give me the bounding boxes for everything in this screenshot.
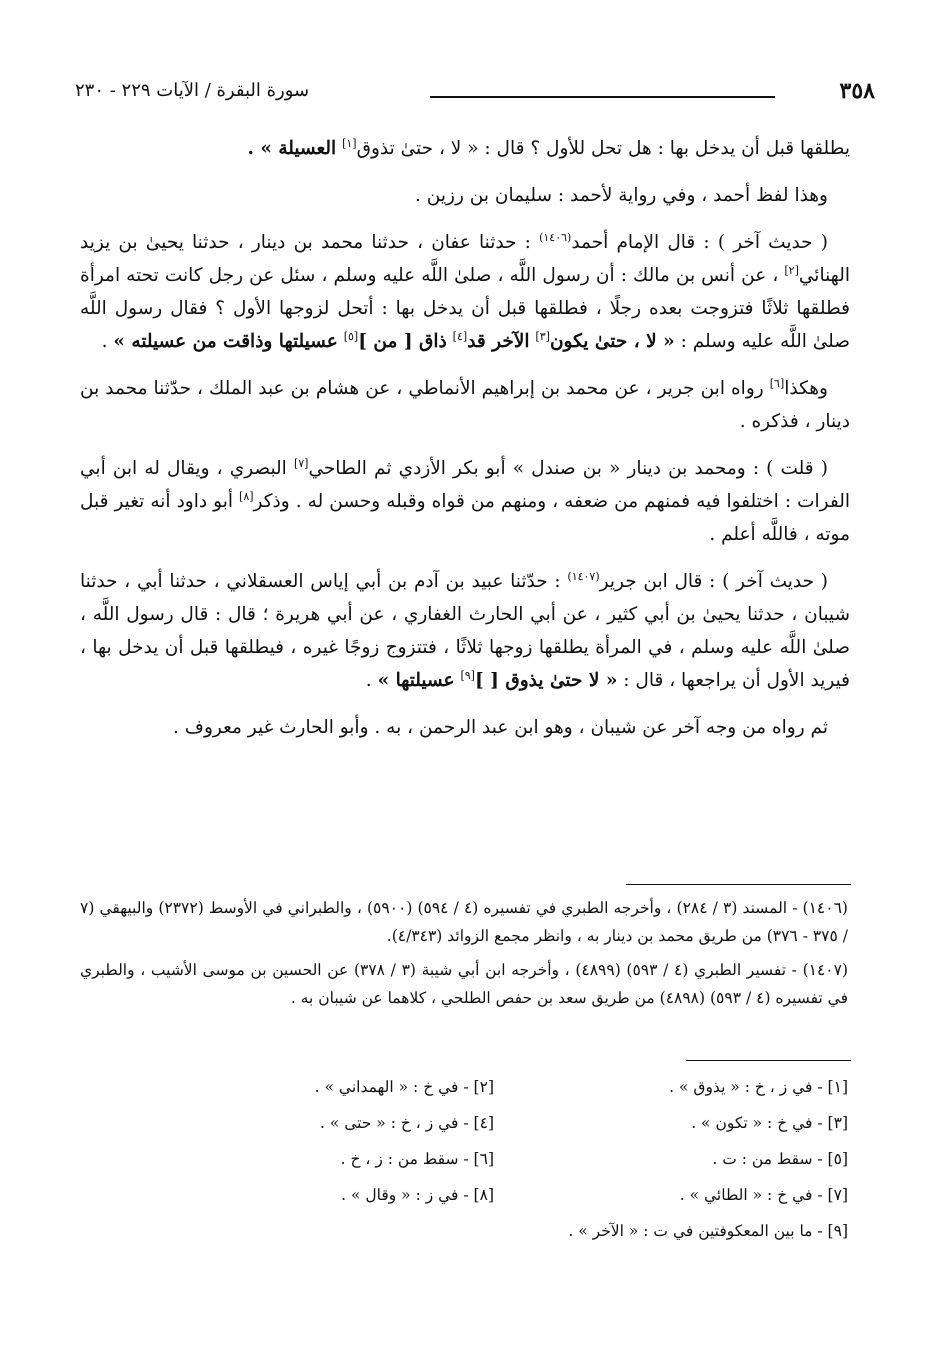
variants-separator xyxy=(686,1060,851,1061)
variant-8: [٨] - في ز : « وقال » . xyxy=(341,1186,494,1204)
hadith-quote: الآخر قد xyxy=(467,331,530,352)
variant-marker: [٥] xyxy=(343,329,359,343)
hadith-quote: عسيلتها وذاقت من عسيلته » xyxy=(113,331,338,352)
text-run: ( قلت ) : ومحمد بن دينار « بن صندل » أبو بكر الأزدي ثم الطاحي xyxy=(308,458,828,479)
variant-marker: [٨] xyxy=(239,489,254,503)
page-header xyxy=(75,78,875,112)
surah-title: سورة البقرة / الآيات ٢٢٩ - ٢٣٠ xyxy=(75,80,310,101)
variant-marker: [٤] xyxy=(452,329,468,343)
hadith-quote: « لا حتىٰ يذوق [ ] xyxy=(474,670,618,691)
variant-9: [٩] - ما بين المعكوفتين في ت : « الآخر » . xyxy=(568,1222,848,1240)
text-run: رواه ابن جرير ، عن محمد بن إبراهيم الأنماطي ، عن هشام بن عبد الملك ، حدّثنا محمد بن دينار ، فذكره . xyxy=(80,378,850,432)
footnote-marker: (١٤٠٦) xyxy=(539,230,572,244)
variant-2: [٢] - في خ : « الهمداني » . xyxy=(314,1078,494,1096)
hadith-quote: العسيلة » . xyxy=(247,138,337,159)
footnotes xyxy=(80,894,848,1018)
text-run: . xyxy=(365,670,372,691)
text-run: وهكذا xyxy=(784,378,828,399)
variant-marker: [٦] xyxy=(769,376,785,390)
paragraph-4 xyxy=(80,372,850,438)
text-run: : حدثنا عفان ، حدثنا محمد بن دينار ، حدثنا يحيىٰ بن يزيد الهنائي xyxy=(80,232,850,286)
footnote-1406: (١٤٠٦) - المسند (٣ / ٢٨٤) ، وأخرجه الطبري في تفسيره (٤ / ٥٩٤) (٥٩٠٠) ، والطبراني في الأوسط (٢٣٧٢) والبيهقي (٧ / ٣٧٥ - ٣٧٦) من طريق محمد بن دينار به ، وانظر مجمع الزوائد (٤/٣٤٣). xyxy=(80,899,848,945)
paragraph-3 xyxy=(80,226,850,358)
hadith-quote: ذاق [ من ] xyxy=(358,331,447,352)
variant-marker: [٧] xyxy=(293,456,309,470)
text-run: ، عن أنس بن مالك : أن رسول اللَّه ، صلىٰ اللَّه عليه وسلم ، سئل عن رجل كانت تحته امرأة فطلقها ثلاثًا فتزوجت بعده رجلًا ، فطلقها قبل أن يدخل بها : أتحل لزوجها الأول ؟ فقال رسول اللَّه صلىٰ اللَّه عليه وسلم : xyxy=(80,265,850,352)
variant-5: [٥] - سقط من : ت . xyxy=(712,1150,848,1168)
variant-marker: [٢] xyxy=(784,263,799,277)
variant-4: [٤] - في ز ، خ : « حتى » . xyxy=(319,1114,494,1132)
header-rule xyxy=(430,96,775,98)
text-run: : حدّثنا عبيد بن آدم بن أبي إياس العسقلاني ، حدثنا أبي ، حدثنا شيبان ، حدثنا يحيىٰ بن أبي كثير ، عن أبي الحارث الغفاري ، عن أبي هريرة ؛ قال : قال رسول اللَّه ، صلىٰ اللَّه عليه وسلم ، في المرأة يطلقها زوجها ثلاثًا ، فتتزوج زوجًا غيره ، فيطلقها قبل أن يدخل بها ، فيريد الأول أن يراجعها ، قال : xyxy=(80,571,850,691)
variant-7: [٧] - في خ : « الطائي » . xyxy=(679,1186,848,1204)
footnote-separator xyxy=(626,884,851,885)
hadith-quote: عسيلتها » xyxy=(377,670,455,691)
text-run: ( حديث آخر ) : قال الإمام أحمد xyxy=(571,232,829,253)
footnote-marker: (١٤٠٧) xyxy=(567,569,600,583)
variant-marker: [٩] xyxy=(460,668,475,682)
text-run: . xyxy=(101,331,108,352)
hadith-quote: « لا ، حتىٰ يكون xyxy=(549,331,675,352)
text-run: أبو داود أنه تغير قبل موته ، فاللَّه أعلم . xyxy=(80,491,850,545)
variant-6: [٦] - سقط من : ز ، خ . xyxy=(340,1150,494,1168)
paragraph-6 xyxy=(80,565,850,697)
paragraph-1 xyxy=(80,132,850,165)
main-text xyxy=(80,132,850,758)
paragraph-5 xyxy=(80,452,850,551)
page-number: ٣٥٨ xyxy=(839,78,875,104)
variant-1: [١] - في ز ، خ : « يذوق » . xyxy=(669,1078,848,1096)
text-run: ( حديث آخر ) : قال ابن جرير xyxy=(599,571,829,592)
paragraph-2: وهذا لفظ أحمد ، وفي رواية لأحمد : سليمان بن رزين . xyxy=(415,185,828,206)
text-run: البصري ، ويقال له ابن أبي الفرات : اختلفوا فيه فمنهم من ضعفه ، ومنهم من قواه وقبله وحسن له . وذكر xyxy=(80,458,850,512)
paragraph-7: ثم رواه من وجه آخر عن شيبان ، وهو ابن عبد الرحمن ، به . وأبو الحارث غير معروف . xyxy=(173,717,828,738)
footnote-1407: (١٤٠٧) - تفسير الطبري (٤ / ٥٩٣) (٤٨٩٩) ، وأخرجه ابن أبي شيبة (٣ / ٣٧٨) عن الحسين بن موسى الأشيب ، والطبري في تفسيره (٤ / ٥٩٣) (٤٨٩٨) من طريق سعد بن حفص الطلحي ، كلاهما عن شيبان به . xyxy=(80,961,848,1007)
variant-marker: [١] xyxy=(342,136,357,150)
manuscript-variants xyxy=(140,1072,848,1246)
text-run: يطلقها قبل أن يدخل بها : هل تحل للأول ؟ قال : « لا ، حتىٰ تذوق xyxy=(356,138,850,159)
variant-marker: [٣] xyxy=(535,329,550,343)
variant-3: [٣] - في خ : « تكون » . xyxy=(691,1114,848,1132)
